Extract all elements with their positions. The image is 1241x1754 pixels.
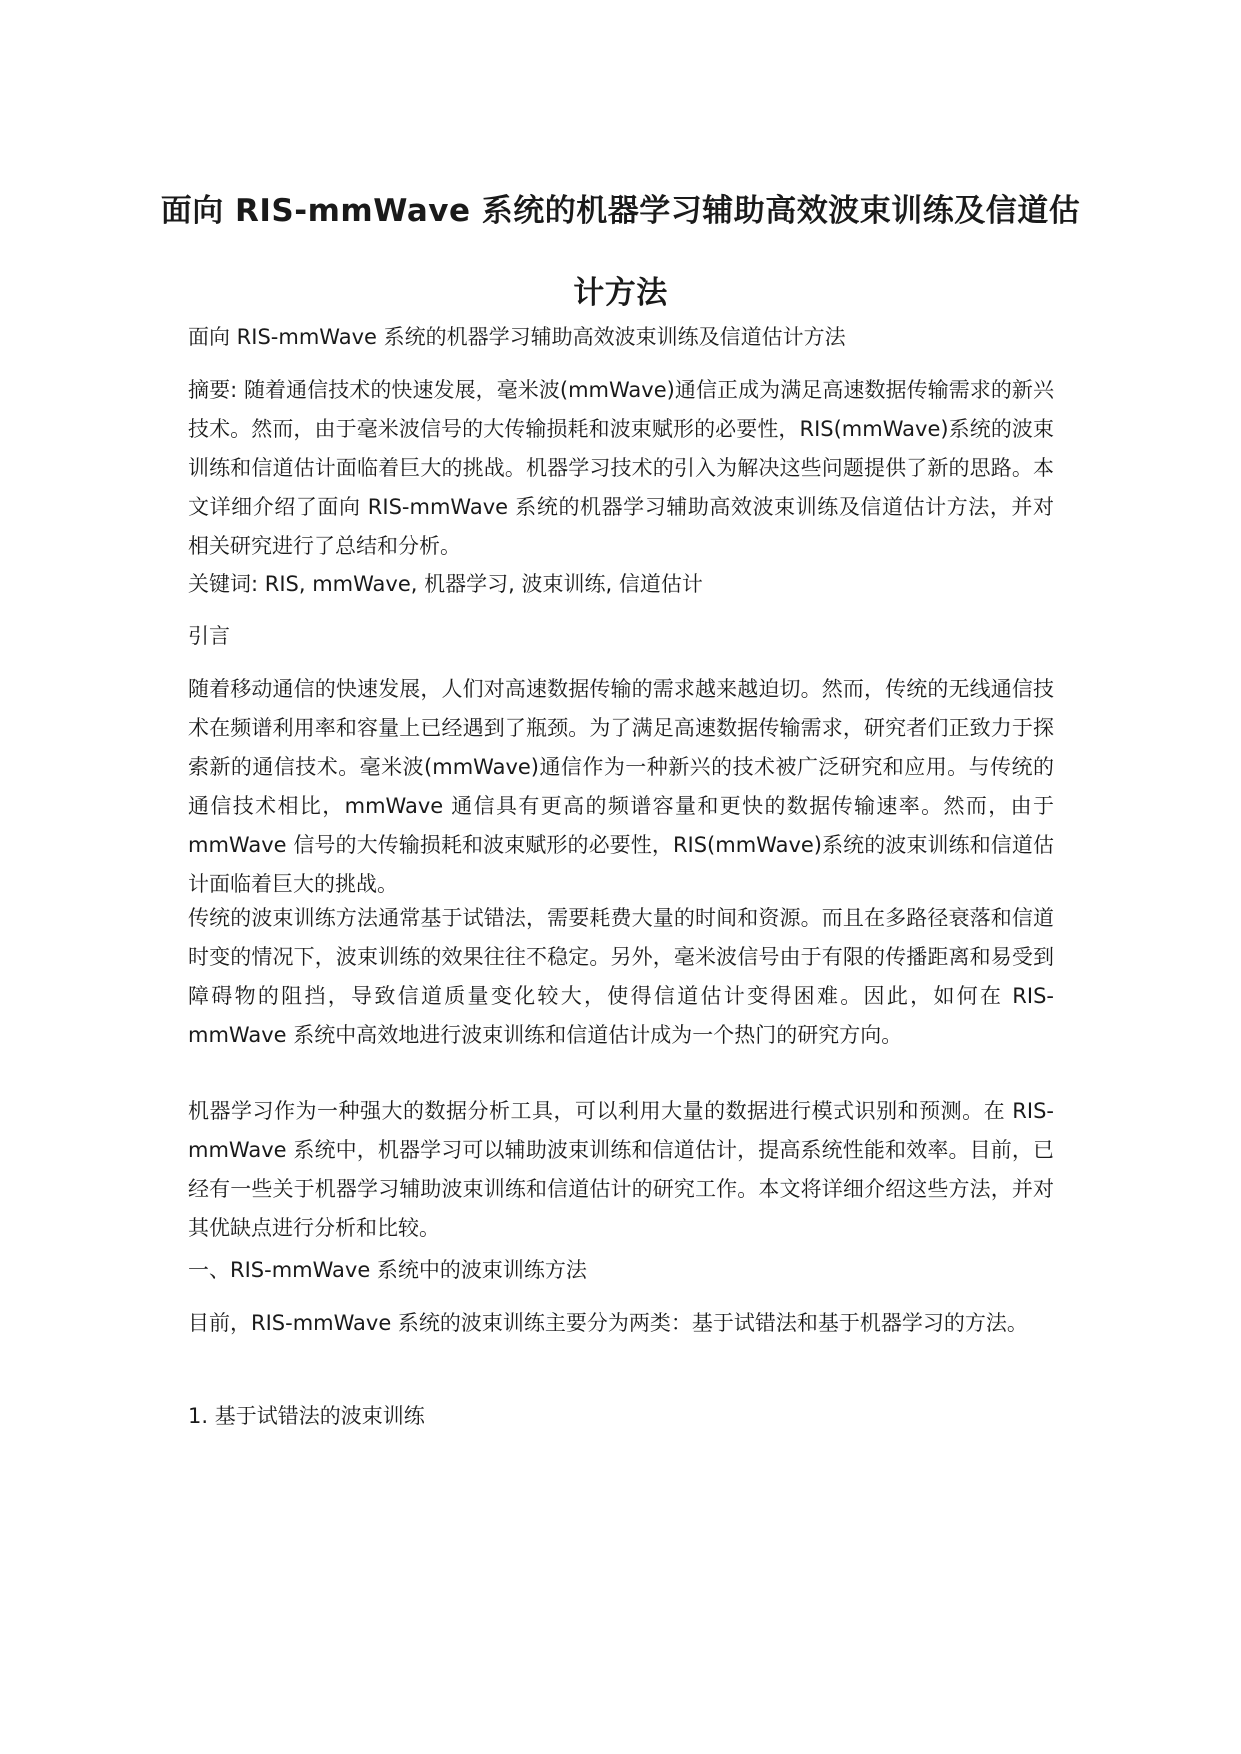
paragraph-intro-3: 机器学习作为一种强大的数据分析工具，可以利用大量的数据进行模式识别和预测。在 RIS-mmWave 系统中，机器学习可以辅助波束训练和信道估计，提高系统性能和效率。目前，已经有一些关于机器学习辅助波束训练和信道估计的研究工作。本文将详细介绍这些方法，并对其优缺点进行分析和比较。 [188,1099,1054,1240]
keywords-line: 关键词: RIS, mmWave, 机器学习, 波束训练, 信道估计 [188,572,703,596]
subtitle-line: 面向 RIS-mmWave 系统的机器学习辅助高效波束训练及信道估计方法 [188,325,846,349]
paragraph-section-1: 目前，RIS-mmWave 系统的波束训练主要分为两类：基于试错法和基于机器学习的方法。 [188,1311,1028,1335]
abstract-paragraph: 摘要: 随着通信技术的快速发展，毫米波(mmWave)通信正成为满足高速数据传输需求的新兴技术。然而，由于毫米波信号的大传输损耗和波束赋形的必要性，RIS(mmWave)系统的波束训练和信道估计面临着巨大的挑战。机器学习技术的引入为解决这些问题提供了新的思路。本文详细介绍了面向 RIS-mmWave 系统的机器学习辅助高效波束训练及信道估计方法，并对相关研究进行了总结和分析。 [188,378,1054,558]
subsection-1-heading: 1. 基于试错法的波束训练 [188,1404,425,1428]
document-title: 面向 RIS-mmWave 系统的机器学习辅助高效波束训练及信道估计方法 [160,193,1081,311]
paragraph-intro-1: 随着移动通信的快速发展，人们对高速数据传输的需求越来越迫切。然而，传统的无线通信技术在频谱利用率和容量上已经遇到了瓶颈。为了满足高速数据传输需求，研究者们正致力于探索新的通信技术。毫米波(mmWave)通信作为一种新兴的技术被广泛研究和应用。与传统的通信技术相比，mmWave 通信具有更高的频谱容量和更快的数据传输速率。然而，由于 mmWave 信号的大传输损耗和波束赋形的必要性，RIS(mmWave)系统的波束训练和信道估计面临着巨大的挑战。 [188,677,1054,896]
paragraph-intro-2: 传统的波束训练方法通常基于试错法，需要耗费大量的时间和资源。而且在多路径衰落和信道时变的情况下，波束训练的效果往往不稳定。另外，毫米波信号由于有限的传播距离和易受到障碍物的阻挡，导致信道质量变化较大，使得信道估计变得困难。因此，如何在 RIS-mmWave 系统中高效地进行波束训练和信道估计成为一个热门的研究方向。 [188,906,1054,1047]
section-1-heading: 一、RIS-mmWave 系统中的波束训练方法 [188,1258,587,1282]
intro-heading: 引言 [188,624,230,648]
